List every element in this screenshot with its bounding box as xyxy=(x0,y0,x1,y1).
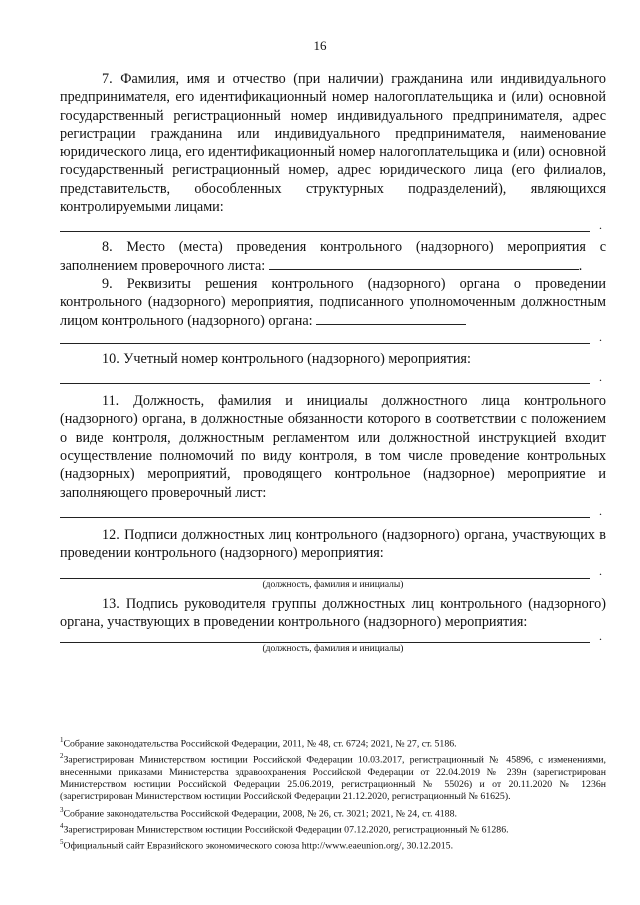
item-11: 11. Должность, фамилия и инициалы должностного лица контрольного (надзорного) органа, в должностные обязанности которого в соответствии с положением о виде контроля, должностным регламентом или должностной инструкцией входит осуществление полномочий по виду контроля, в том числе проведение контрольных (надзорных) мероприятий, проводящего контрольное (надзорное) мероприятие и заполняющего проверочный лист: xyxy=(60,393,606,501)
footnote-1: $^1$Собрание законодательства Российской Федерации, 2011, № 48, ст. 6724; 2021, № 27, ст. 5186. xyxy=(60,736,457,750)
footnotes xyxy=(60,734,606,853)
item-8-text: 8. Место (места) проведения контрольного (надзорного) мероприятия с заполнением проверочного листа: xyxy=(60,239,606,274)
item-7-fill-line xyxy=(60,218,602,233)
item-9-fill-line-2 xyxy=(60,329,602,344)
item-9-dot: . xyxy=(599,329,602,344)
item-10: 10. Учетный номер контрольного (надзорного) мероприятия: xyxy=(102,350,471,367)
item-8-dot: . xyxy=(578,257,583,274)
item-10-fill-line xyxy=(60,369,602,384)
item-13-caption: (должность, фамилия и инициалы) xyxy=(262,644,404,655)
item-9-text: 9. Реквизиты решения контрольного (надзорного) органа о проведении контрольного (надзорного) мероприятия, подписанного уполномоченным должностным лицом контрольного (надзорного) органа: xyxy=(60,275,606,329)
item-8 xyxy=(60,238,606,275)
item-12-caption: (должность, фамилия и инициалы) xyxy=(262,579,404,590)
item-12: 12. Подписи должностных лиц контрольного (надзорного) органа, участвующих в проведении контрольного (надзорного) мероприятия: xyxy=(60,526,606,562)
item-7: 7. Фамилия, имя и отчество (при наличии) гражданина или индивидуального предпринимателя, его идентификационный номер налогоплательщика и (или) основной государственный регистрационный номер индивидуального предпринимателя, адрес регистрации гражданина или индивидуального предпринимателя, наименование юридического лица, его идентификационный номер налогоплательщика и (или) основной государственный регистрационный номер, адрес юридического лица (его филиалов, представительств, обособленных структурных подразделений), являющихся контролируемыми лицами: xyxy=(60,71,606,216)
item-13-signature-line xyxy=(60,628,602,643)
item-8-fill-line xyxy=(269,257,579,270)
item-12-dot: . xyxy=(599,564,602,579)
item-11-fill-line xyxy=(60,503,602,518)
item-10-dot: . xyxy=(599,369,602,384)
item-7-dot: . xyxy=(599,218,602,233)
page-number: 16 xyxy=(313,38,327,53)
item-13: 13. Подпись руководителя группы должностных лиц контрольного (надзорного) органа, участвующих в проведении контрольного (надзорного) мероприятия: xyxy=(60,595,606,630)
item-9-fill-line xyxy=(316,312,466,325)
footnote-4: $^4$Зарегистрирован Министерством юстиции Российской Федерации 07.12.2020, регистрационный № 61286. xyxy=(60,822,509,836)
item-13-dot: . xyxy=(599,628,602,643)
item-11-dot: . xyxy=(599,503,602,518)
footnote-3: $^3$Собрание законодательства Российской Федерации, 2008, № 26, ст. 3021; 2021, № 24, ст. 4188. xyxy=(60,805,457,819)
item-9 xyxy=(60,275,606,330)
footnote-5: $^5$Официальный сайт Евразийского экономического союза http://www.eaeunion.org/, 30.12.2015. xyxy=(60,838,454,852)
item-12-signature-line xyxy=(60,564,602,579)
form-body xyxy=(60,70,606,655)
footnote-2: $^2$Зарегистрирован Министерством юстиции Российской Федерации 10.03.2017, регистрационный № 45896, с изменениями, внесенными приказами Министерства здравоохранения Российской Федерации от 22.04.2019 № 239н (зарегистрирован Министерством юстиции Российской Федерации 25.06.2019, регистрационный № 55026) и от 20.11.2020 № 1236н (зарегистрирован Министерством юстиции Российской Федерации 21.12.2020, регистрационный № 61625). xyxy=(60,752,606,803)
